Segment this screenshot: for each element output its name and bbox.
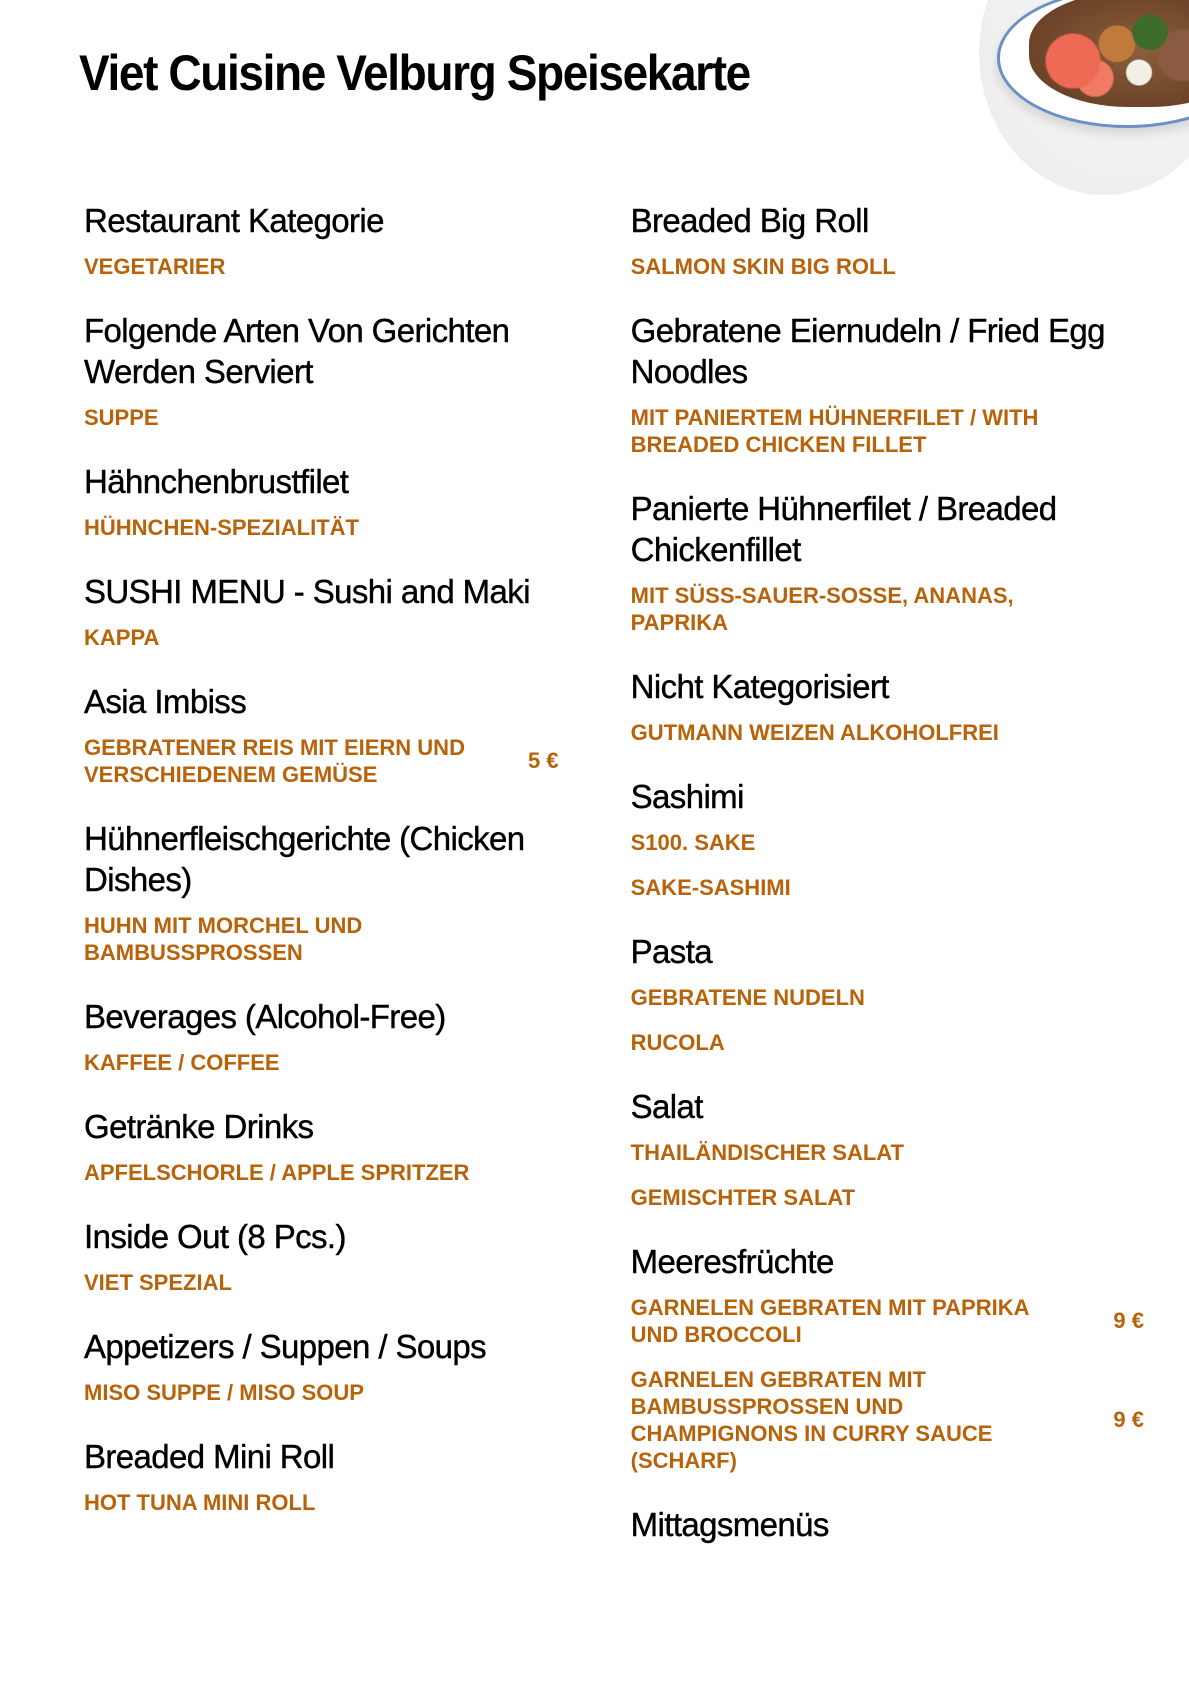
menu-section-sushi-menu-sushi-and-maki <box>84 571 559 651</box>
section-heading: Appetizers / Suppen / Soups <box>84 1328 487 1365</box>
menu-item <box>631 984 1144 1011</box>
section-heading: Hähnchenbrustfilet <box>84 463 349 500</box>
section-heading: Meeresfrüchte <box>630 1243 834 1280</box>
menu-item <box>84 1379 559 1406</box>
menu-item <box>631 582 1144 636</box>
menu-item-name: SUPPE <box>84 405 159 430</box>
menu-column-right <box>631 200 1144 1587</box>
menu-item <box>631 1029 1144 1056</box>
menu-section-inside-out-8-pcs <box>84 1216 559 1296</box>
menu-item-name: KAPPA <box>84 625 160 650</box>
menu-section-asia-imbiss <box>84 681 559 788</box>
menu-item <box>631 404 1144 458</box>
menu-section-appetizers-suppen-soups <box>84 1326 559 1406</box>
menu-item-name: MISO SUPPE / MISO SOUP <box>84 1380 364 1405</box>
menu-item-name: HOT TUNA MINI ROLL <box>84 1490 316 1515</box>
menu-item-name: HÜHNCHEN-SPEZIALITÄT <box>84 515 359 540</box>
menu-item <box>84 404 559 431</box>
menu-column-left <box>84 200 559 1587</box>
menu-section-panierte-huehnerfilet-breaded-chickenfillet <box>631 488 1144 636</box>
section-heading: Gebratene Eiernudeln / Fried Egg Noodles <box>630 312 1105 390</box>
menu-item-name: MIT SÜSS-SAUER-SOSSE, ANANAS, PAPRIKA <box>630 583 1014 635</box>
section-heading: Pasta <box>630 933 713 970</box>
section-heading: Folgende Arten Von Gerichten Werden Serviert <box>84 312 510 390</box>
food-plate-image <box>979 0 1189 195</box>
menu-section-beverages-alcohol-free <box>84 996 559 1076</box>
menu-item <box>84 1159 559 1186</box>
menu-item-name: APFELSCHORLE / APPLE SPRITZER <box>84 1160 470 1185</box>
section-heading: Breaded Mini Roll <box>84 1438 335 1475</box>
menu-item-name: RUCOLA <box>630 1030 725 1055</box>
menu-item-name: S100. SAKE <box>630 830 756 855</box>
menu-item-name: THAILÄNDISCHER SALAT <box>630 1140 904 1165</box>
menu-item <box>84 514 559 541</box>
section-heading: Panierte Hühnerfilet / Breaded Chickenfillet <box>630 490 1057 568</box>
section-heading: Nicht Kategorisiert <box>630 668 889 705</box>
menu-item <box>631 1139 1144 1166</box>
menu-item-name: GUTMANN WEIZEN ALKOHOLFREI <box>630 720 999 745</box>
menu-item-name: KAFFEE / COFFEE <box>84 1050 280 1075</box>
menu-section-mittagsmenues <box>631 1504 1144 1557</box>
menu-item-name: VEGETARIER <box>84 254 226 279</box>
menu-item <box>631 719 1144 746</box>
menu-item-name: VIET SPEZIAL <box>84 1270 232 1295</box>
menu-item <box>631 874 1144 901</box>
menu-item <box>631 829 1144 856</box>
menu-section-breaded-big-roll <box>631 200 1144 280</box>
menu-item-name: MIT PANIERTEM HÜHNERFILET / WITH BREADED CHICKEN FILLET <box>630 405 1039 457</box>
menu-item <box>84 1489 559 1516</box>
menu-item <box>84 734 559 788</box>
menu-section-salat <box>631 1086 1144 1211</box>
menu-item-name: GARNELEN GEBRATEN MIT PAPRIKA UND BROCCOLI <box>630 1295 1029 1347</box>
menu-item-name: SALMON SKIN BIG ROLL <box>630 254 896 279</box>
section-heading: Beverages (Alcohol-Free) <box>84 998 446 1035</box>
section-heading: Inside Out (8 Pcs.) <box>84 1218 346 1255</box>
menu-item <box>631 253 1144 280</box>
section-heading: Getränke Drinks <box>84 1108 314 1145</box>
menu-item <box>631 1366 1144 1474</box>
section-heading: Salat <box>630 1088 703 1125</box>
menu-item <box>84 912 559 966</box>
menu-section-nicht-kategorisiert <box>631 666 1144 746</box>
menu-columns <box>84 200 1144 1587</box>
menu-item-price: 9 € <box>1113 1407 1144 1432</box>
menu-section-restaurant-kategorie <box>84 200 559 280</box>
menu-item <box>84 253 559 280</box>
menu-item <box>84 1269 559 1296</box>
menu-item-name: GARNELEN GEBRATEN MIT BAMBUSSPROSSEN UND CHAMPIGNONS IN CURRY SAUCE (SCHARF) <box>630 1367 993 1473</box>
menu-item-name: HUHN MIT MORCHEL UND BAMBUSSPROSSEN <box>84 913 363 965</box>
section-heading: SUSHI MENU - Sushi and Maki <box>84 573 530 610</box>
menu-item-name: GEMISCHTER SALAT <box>630 1185 856 1210</box>
menu-section-huehnerfleischgerichte-chicken-dishes <box>84 818 559 966</box>
section-heading: Sashimi <box>630 778 744 815</box>
menu-section-pasta <box>631 931 1144 1056</box>
menu-item-name: GEBRATENER REIS MIT EIERN UND VERSCHIEDENEM GEMÜSE <box>84 735 465 787</box>
menu-section-gebratene-eiernudeln-fried-egg-noodles <box>631 310 1144 458</box>
menu-item <box>84 624 559 651</box>
menu-section-folgende-arten-von-gerichten-werden-serviert <box>84 310 559 431</box>
menu-item <box>631 1294 1144 1348</box>
menu-section-meeresfruechte <box>631 1241 1144 1474</box>
menu-section-breaded-mini-roll <box>84 1436 559 1516</box>
section-heading: Breaded Big Roll <box>630 202 869 239</box>
section-heading: Hühnerfleischgerichte (Chicken Dishes) <box>84 820 525 898</box>
menu-section-haehnchenbrustfilet <box>84 461 559 541</box>
menu-item-price: 9 € <box>1113 1308 1144 1333</box>
menu-item <box>84 1049 559 1076</box>
section-heading: Mittagsmenüs <box>630 1506 829 1543</box>
menu-item-name: GEBRATENE NUDELN <box>630 985 865 1010</box>
menu-item-price: 5 € <box>528 748 559 773</box>
section-heading: Asia Imbiss <box>84 683 247 720</box>
menu-item-name: SAKE-SASHIMI <box>630 875 791 900</box>
section-heading: Restaurant Kategorie <box>84 202 384 239</box>
menu-item <box>631 1184 1144 1211</box>
menu-section-sashimi <box>631 776 1144 901</box>
menu-section-getraenke-drinks <box>84 1106 559 1186</box>
page-title: Viet Cuisine Velburg Speisekarte <box>79 45 750 101</box>
